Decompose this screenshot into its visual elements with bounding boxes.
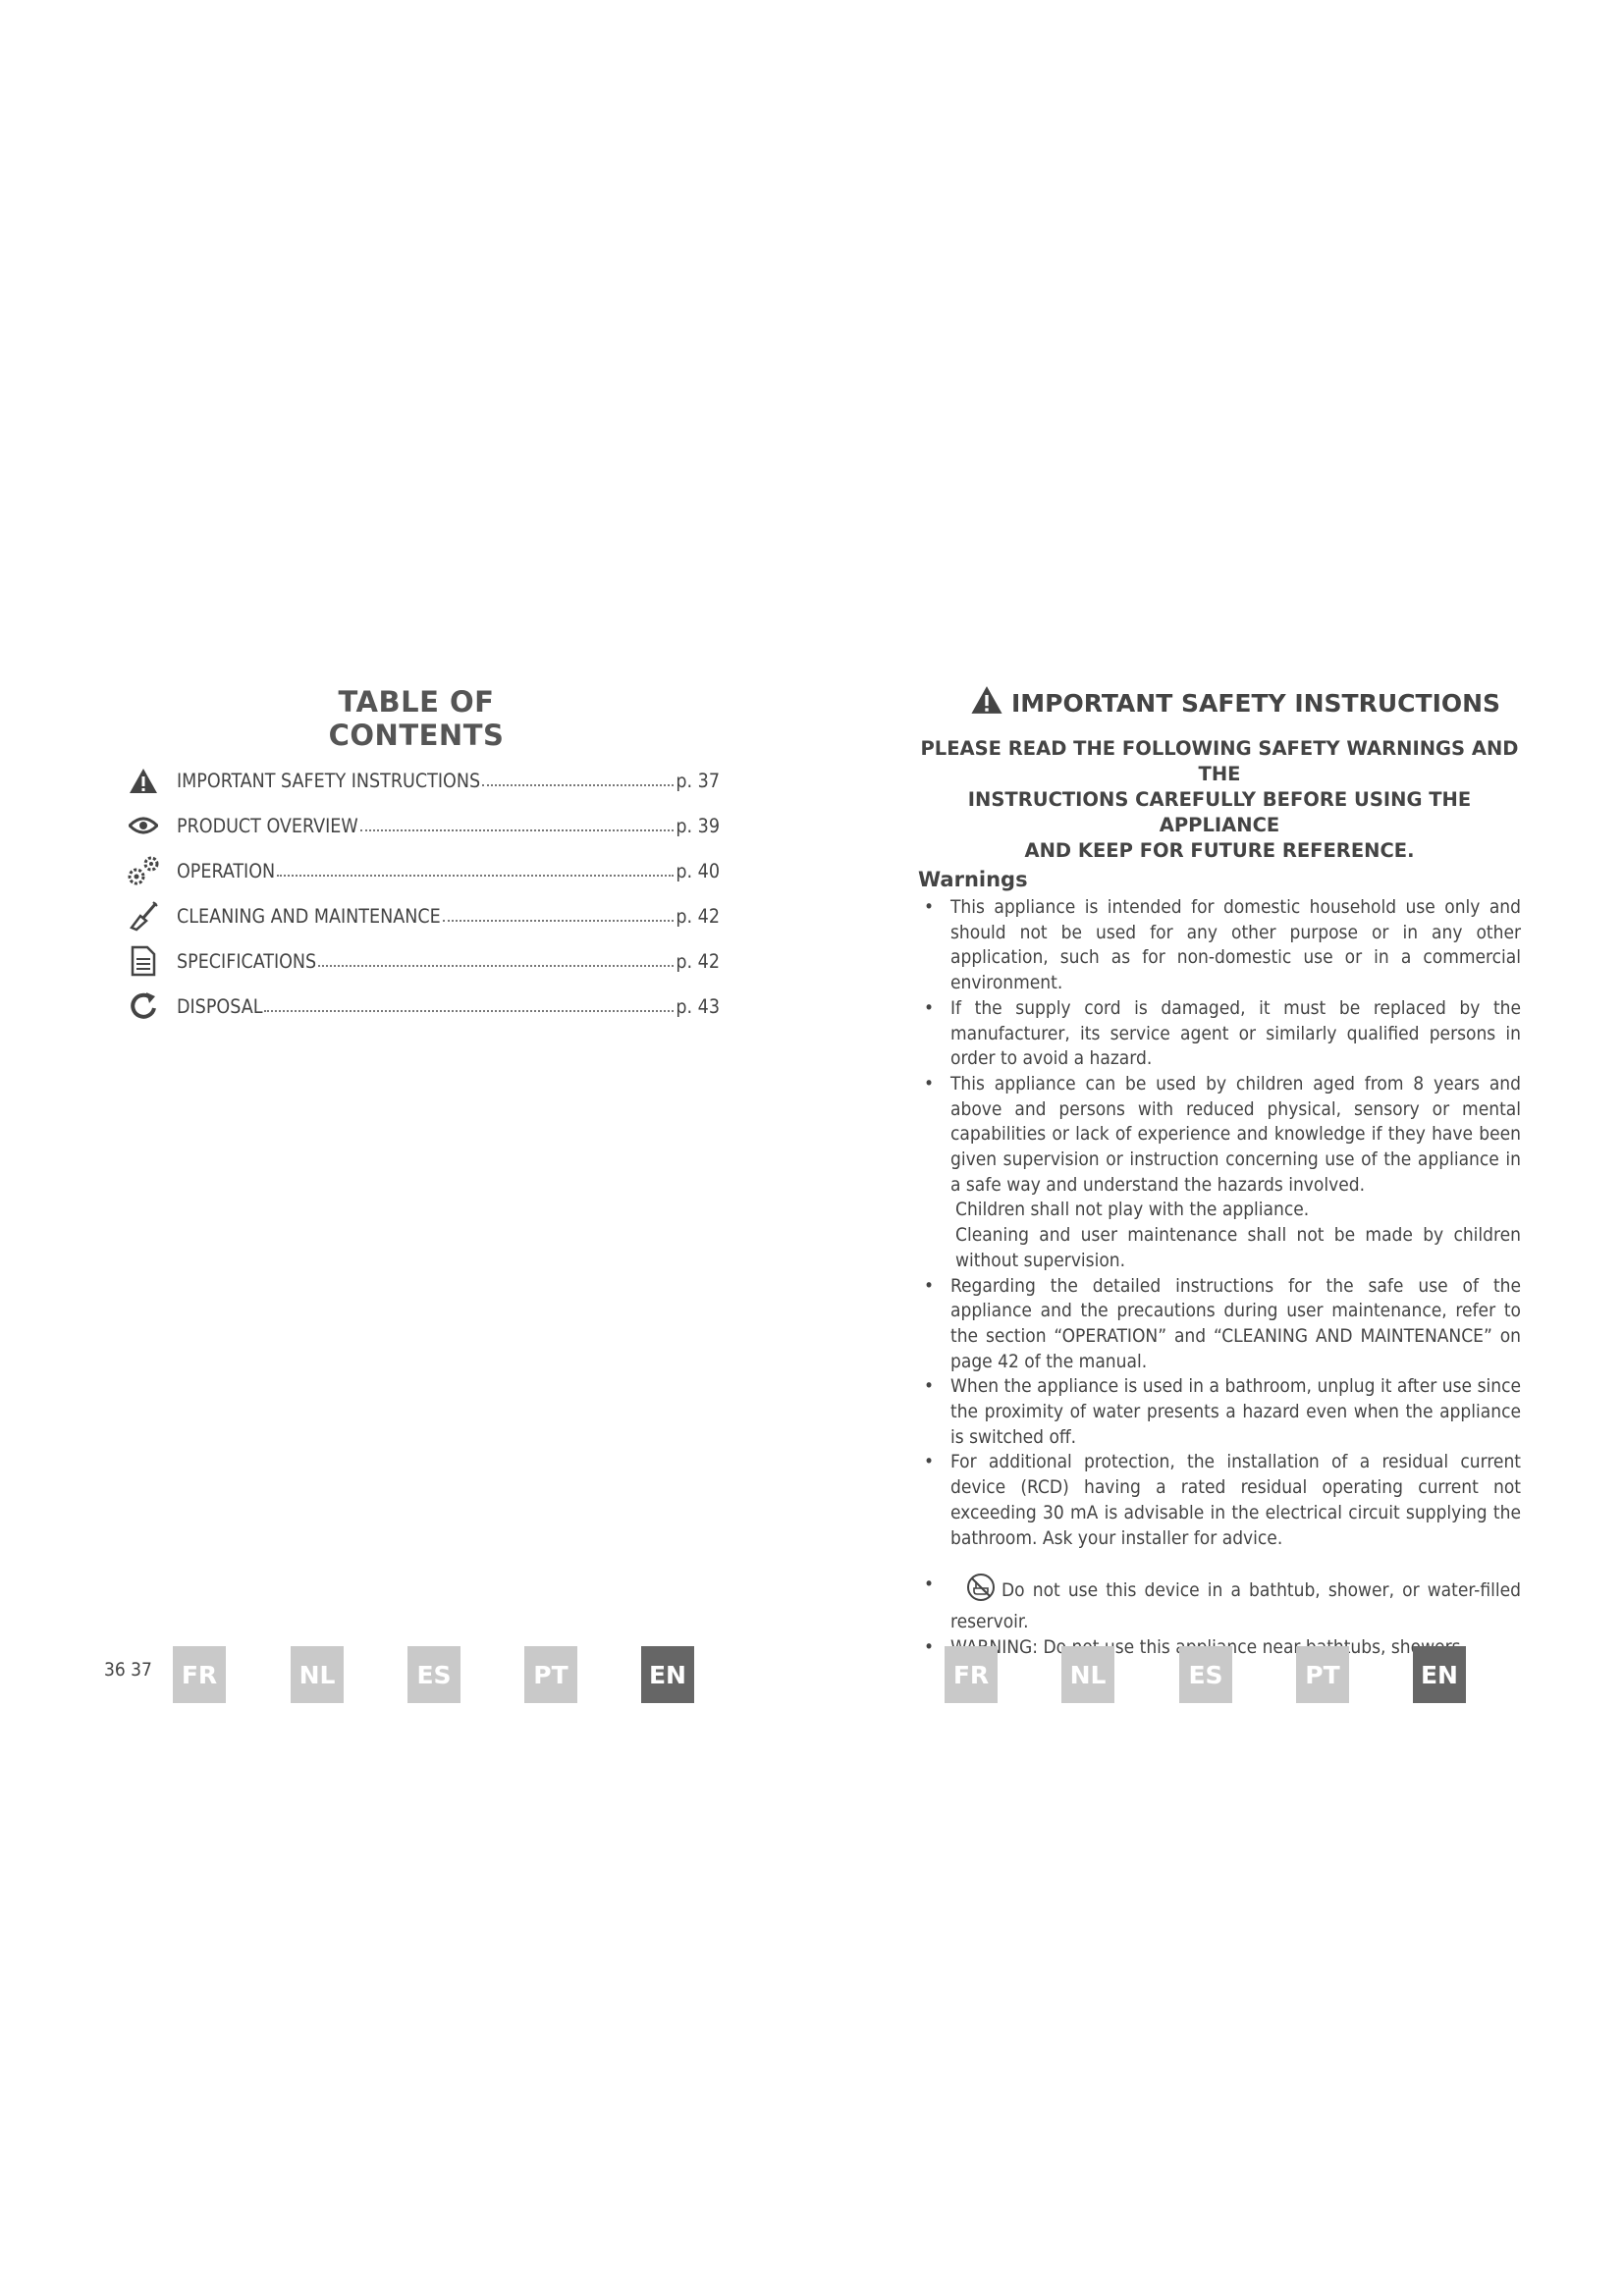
eye-icon — [126, 808, 161, 843]
warning-text: Regarding the detailed instructions for the safe use of the appliance and the precautions during user maintenance, refer to the section “OPERATION” and “CLEANING AND MAINTENANCE” on page 42 of the manual. — [950, 1274, 1521, 1372]
safety-intro-line: INSTRUCTIONS CAREFULLY BEFORE USING THE APPLIANCE — [967, 788, 1472, 836]
lang-tab-nl[interactable]: NL — [291, 1646, 344, 1703]
lang-tab-pt[interactable]: PT — [1296, 1646, 1349, 1703]
warning-item — [918, 1573, 1521, 1634]
safety-intro-line: AND KEEP FOR FUTURE REFERENCE. — [1024, 839, 1415, 862]
safety-section — [918, 685, 1521, 1660]
safety-intro-line: PLEASE READ THE FOLLOWING SAFETY WARNINGS AND THE — [920, 737, 1519, 785]
lang-tab-en[interactable]: EN — [1413, 1646, 1466, 1703]
lang-tab-es[interactable]: ES — [407, 1646, 460, 1703]
warning-text: This appliance is intended for domestic household use only and should not be used for any other purpose or in any other application, such as for non-domestic use or in a commercial environment. — [950, 896, 1521, 994]
warning-text: Do not use this device in a bathtub, shower, or water-filled reservoir. — [950, 1579, 1521, 1632]
toc-leader-dots — [482, 771, 674, 786]
gears-icon — [126, 853, 161, 888]
warnings-list — [918, 895, 1521, 1660]
warning-text: Cleaning and user maintenance shall not be made by children without supervision. — [955, 1224, 1521, 1271]
toc-item-cleaning-maintenance[interactable] — [126, 893, 720, 938]
cleaning-brush-icon — [126, 898, 161, 934]
toc-leader-dots — [264, 996, 674, 1012]
warning-item — [918, 1374, 1521, 1450]
warning-text: If the supply cord is damaged, it must be replaced by the manufacturer, its service agent or similarly qualified persons in order to avoid a hazard. — [950, 996, 1521, 1070]
toc-item-label: IMPORTANT SAFETY INSTRUCTIONS — [177, 769, 481, 792]
toc-item-page: p. 42 — [676, 949, 720, 973]
toc-list — [126, 758, 720, 1029]
safety-intro — [918, 736, 1521, 864]
safety-title — [949, 685, 1521, 721]
lang-tab-en[interactable]: EN — [641, 1646, 694, 1703]
warning-item — [918, 996, 1521, 1072]
safety-title-text: IMPORTANT SAFETY INSTRUCTIONS — [1010, 688, 1501, 718]
toc-leader-dots — [360, 816, 675, 831]
warning-item — [918, 1274, 1521, 1375]
toc-item-page: p. 40 — [676, 859, 720, 882]
warning-text: Do use this near — [1043, 1635, 1301, 1658]
lang-tab-nl[interactable]: NL — [1061, 1646, 1114, 1703]
toc-item-disposal[interactable] — [126, 984, 720, 1029]
lang-tab-es[interactable]: ES — [1179, 1646, 1232, 1703]
toc-leader-dots — [443, 906, 675, 922]
no-bathtub-icon — [966, 1573, 996, 1610]
toc-leader-dots — [277, 861, 674, 877]
lang-tab-fr[interactable]: FR — [945, 1646, 998, 1703]
toc-item-page: p. 43 — [676, 994, 720, 1018]
toc-item-page: p. 37 — [676, 769, 720, 792]
toc-item-specifications[interactable] — [126, 938, 720, 984]
warning-item — [918, 1450, 1521, 1551]
toc-item-page: p. 42 — [676, 904, 720, 928]
warning-text: Children shall not play with the appliance. — [955, 1199, 1310, 1221]
toc-item-product-overview[interactable] — [126, 803, 720, 848]
warning-text: This appliance can be used by children aged from 8 years and above and persons with reduced physical, sensory or mental capabilities or lack of experience and knowledge if they have been given supervision or instruction concerning use of the appliance in a safe way and understand the hazards involved. — [950, 1072, 1521, 1196]
toc-title: TABLE OF CONTENTS — [328, 685, 505, 752]
toc-item-safety[interactable] — [126, 758, 720, 803]
warning-icon — [126, 763, 161, 798]
toc-leader-dots — [318, 951, 674, 967]
lang-tab-fr[interactable]: FR — [173, 1646, 226, 1703]
recycle-arrow-icon — [126, 988, 161, 1024]
warnings-heading: Warnings — [918, 868, 1028, 891]
warning-text: For additional protection, the installation of a residual current device (RCD) having a rated residual operating current not exceeding 30 mA is advisable in the electrical circuit supplying the bathroom. Ask your installer for advice. — [950, 1451, 1521, 1549]
toc-item-label: OPERATION — [177, 859, 276, 882]
toc-item-page: p. 39 — [676, 814, 720, 837]
page-numbers: 36 37 — [104, 1659, 152, 1681]
warning-item — [918, 895, 1521, 996]
toc-item-operation[interactable] — [126, 848, 720, 893]
toc-item-label: CLEANING AND MAINTENANCE — [177, 904, 441, 928]
document-icon — [126, 943, 161, 979]
warning-icon — [970, 685, 1003, 721]
warning-item — [918, 1072, 1521, 1274]
toc-item-label: SPECIFICATIONS — [177, 949, 317, 973]
toc-item-label: DISPOSAL — [177, 994, 263, 1018]
toc-item-label: PRODUCT OVERVIEW — [177, 814, 358, 837]
warning-text: When the appliance is used in a bathroom, unplug it after use since the proximity of water presents a hazard even when the appliance is switched off. — [950, 1375, 1521, 1448]
lang-tab-pt[interactable]: PT — [524, 1646, 577, 1703]
